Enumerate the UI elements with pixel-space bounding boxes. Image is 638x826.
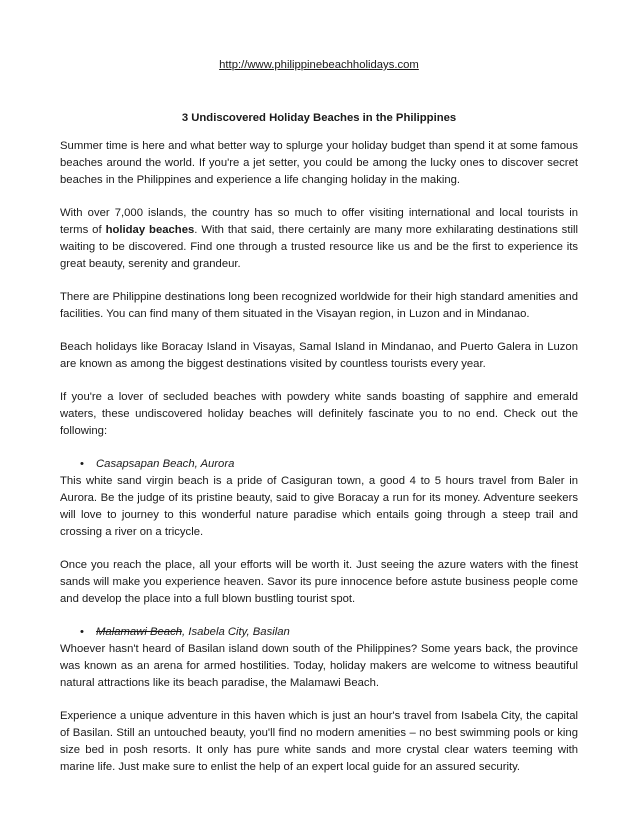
destinations-paragraph: There are Philippine destinations long been recognized worldwide for their high standard amenities and facilities. You can find many of them situated in the Visayan region, in Luzon and in Mindanao.	[60, 291, 578, 320]
islands-text-start: With over 7,000 islands, the country has so much to offer visiting international and local tourists in terms of	[60, 207, 578, 236]
bullet-casapsapan-label: Casapsapan Beach, Aurora	[96, 458, 235, 470]
secluded-beaches-paragraph: If you're a lover of secluded beaches with powdery white sands boasting of sapphire and emerald waters, these undiscovered holiday beaches will definitely fascinate you to no end. Check out the following:	[60, 391, 578, 437]
beach-holidays-paragraph: Beach holidays like Boracay Island in Visayas, Samal Island in Mindanao, and Puerto Galera in Luzon are known as among the biggest destinations visited by countless tourists every year.	[60, 341, 578, 370]
holiday-beaches-keyword: holiday beaches	[105, 224, 195, 236]
header-url-link[interactable]: http://www.philippinebeachholidays.com	[219, 59, 419, 71]
islands-text-end: . With that said, there certainly are many more exhilarating destinations still waiting to be discovered. Find one through a trusted resource like us and be the first to experience its great beauty, serenity and grandeur.	[60, 224, 578, 270]
bullet-malamawi-struck-label: Malamawi Beach	[96, 626, 183, 638]
islands-paragraph	[60, 205, 578, 273]
document-title: 3 Undiscovered Holiday Beaches in the Philippines	[181, 112, 457, 124]
intro-paragraph: Summer time is here and what better way to splurge your holiday budget than spend it at some famous beaches around the world. If you're a jet setter, you could be among the lucky ones to discover secret beaches in the Philippines and experience a life changing holiday in the making.	[60, 140, 578, 186]
bullet-malamawi	[60, 624, 578, 641]
bullet-casapsapan	[60, 456, 578, 473]
malamawi-paragraph-2: Experience a unique adventure in this haven which is just an hour's travel from Isabela City, the capital of Basilan. Still an untouched beauty, you'll find no modern amenities – no best swimming pools or king size bed in posh resorts. It only has pure white sands and more crystal clear waters teeming with marine life. Just make sure to enlist the help of an expert local guide for an assured security.	[60, 710, 578, 773]
malamawi-paragraph-1: Whoever hasn't heard of Basilan island down south of the Philippines? Some years back, the province was known as an arena for armed hostilities. Today, holiday makers are welcome to witness beautiful natural attractions like its beach paradise, the Malamawi Beach.	[60, 643, 578, 689]
bullet-malamawi-label: , Isabela City, Basilan	[182, 626, 290, 638]
casapsapan-paragraph-1: This white sand virgin beach is a pride of Casiguran town, a good 4 to 5 hours travel from Baler in Aurora. Be the judge of its pristine beauty, said to give Boracay a run for its money. Adventure seekers will love to journey to this wonderful nature paradise which entails going through a steep trail and crossing a river on a tricycle.	[60, 475, 578, 538]
bullet-dot-icon: •	[80, 626, 84, 638]
casapsapan-paragraph-2: Once you reach the place, all your efforts will be worth it. Just seeing the azure waters with the finest sands will make you experience heaven. Savor its pure innocence before astute business people come and develop the place into a full blown bustling tourist spot.	[60, 559, 578, 605]
bullet-dot-icon: •	[80, 458, 84, 470]
